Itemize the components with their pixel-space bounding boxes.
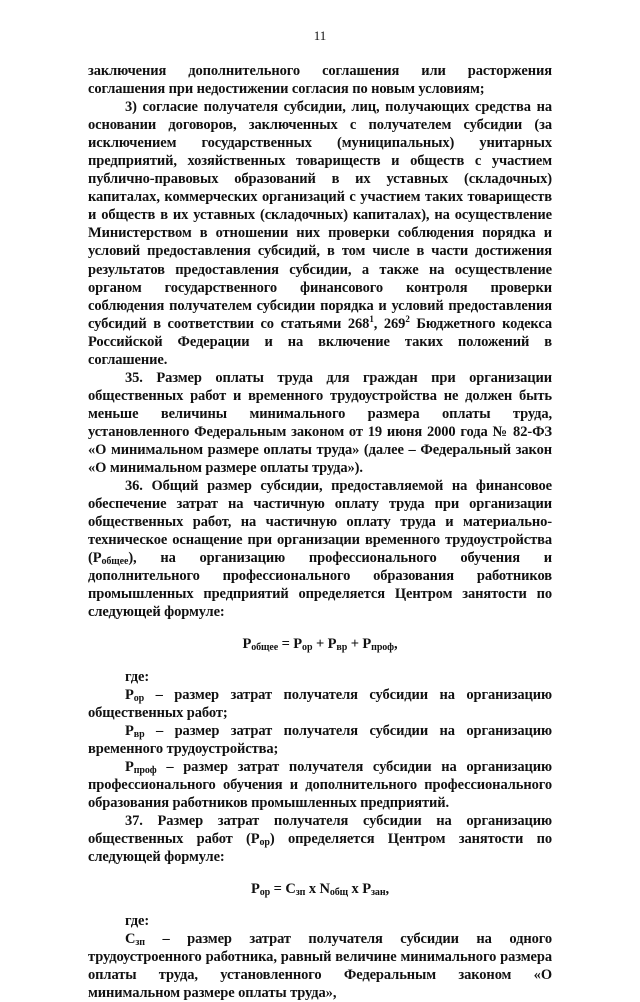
superscript: 1: [369, 313, 374, 324]
formula-r-or: $Р_{ор} = С_{зп}$ х $N_{общ}$ х $Р_{зан}$,: [250, 881, 390, 899]
where-label: где:: [125, 913, 150, 930]
paragraph-continuation: заключения дополнительного соглашения или расторжения соглашения при недостижении согласия по новым условиям;: [88, 63, 552, 98]
paragraph-35: 35. Размер оплаты труда для граждан при организации общественных работ и временного трудоустройства не должен быть меньше величины минимального размера оплаты труда, установленного Федеральным законом от 19 июня 2000 года № 82-ФЗ «О минимальном размере оплаты труда» (далее – Федеральный закон «О минимальном размере оплаты труда»).: [88, 369, 552, 477]
where-label: где:: [125, 668, 150, 685]
paragraph-37: 37. Размер затрат получателя субсидии на организацию общественных работ $(Р_{ор})$ определяется Центром занятости по следующей формуле:: [88, 812, 552, 865]
definition-r-or: $Р_{ор}$ – размер затрат получателя субсидии на организацию общественных работ;: [88, 686, 552, 721]
page-number: 11: [313, 28, 327, 43]
definition-r-vr: $Р_{вр}$ – размер затрат получателя субсидии на организацию временного трудоустройства;: [88, 722, 552, 757]
superscript: 2: [405, 313, 410, 324]
paragraph-36: 36. Общий размер субсидии, предоставляемой на финансовое обеспечение затрат на частичную оплату труда при организации общественных работ, на частичную оплату труда и материально-техническое оснащение при организации временного трудоустройства $(Р_{общее})$, на организацию профессионального обучения и дополнительного профессионального образования работников промышленных предприятий определяется Центром занятости по следующей формуле:: [88, 478, 552, 621]
document-body: [88, 62, 552, 1002]
formula-total: $Р_{общее} = Р_{ор} + Р_{вр} + Р_{проф}$,: [242, 636, 398, 654]
definition-r-prof: $Р_{проф}$ – размер затрат получателя субсидии на организацию профессионального обучения и дополнительного профессионального образования работников промышленных предприятий.: [88, 758, 552, 811]
definition-c-zp: $С_{зп}$ – размер затрат получателя субсидии на одного трудоустроенного работника, равный величине минимального размера оплаты труда, установленного Федеральным законом «О минимальном размере оплаты труда»,: [88, 931, 552, 1002]
paragraph-item-3: 3) согласие получателя субсидии, лиц, получающих средства на основании договоров, заключенных с получателем субсидии (за исключением государственных (муниципальных) унитарных предприятий, хозяйственных товариществ и обществ с участием публично-правовых образований в их уставных (складочных) капиталах, коммерческих организаций с участием таких товариществ и обществ в их уставных (складочных) капиталах), на осуществление Министерством в отношении них проверки соблюдения порядка и условий предоставления субсидий, в том числе в части достижения результатов предоставления субсидии, а также на осуществление органом государственного финансового контроля проверки соблюдения получателем субсидии порядка и условий предоставления субсидий в соответствии со статьями $268^1$, $269^2$ Бюджетного кодекса Российской Федерации и на включение таких положений в соглашение.: [88, 99, 552, 368]
